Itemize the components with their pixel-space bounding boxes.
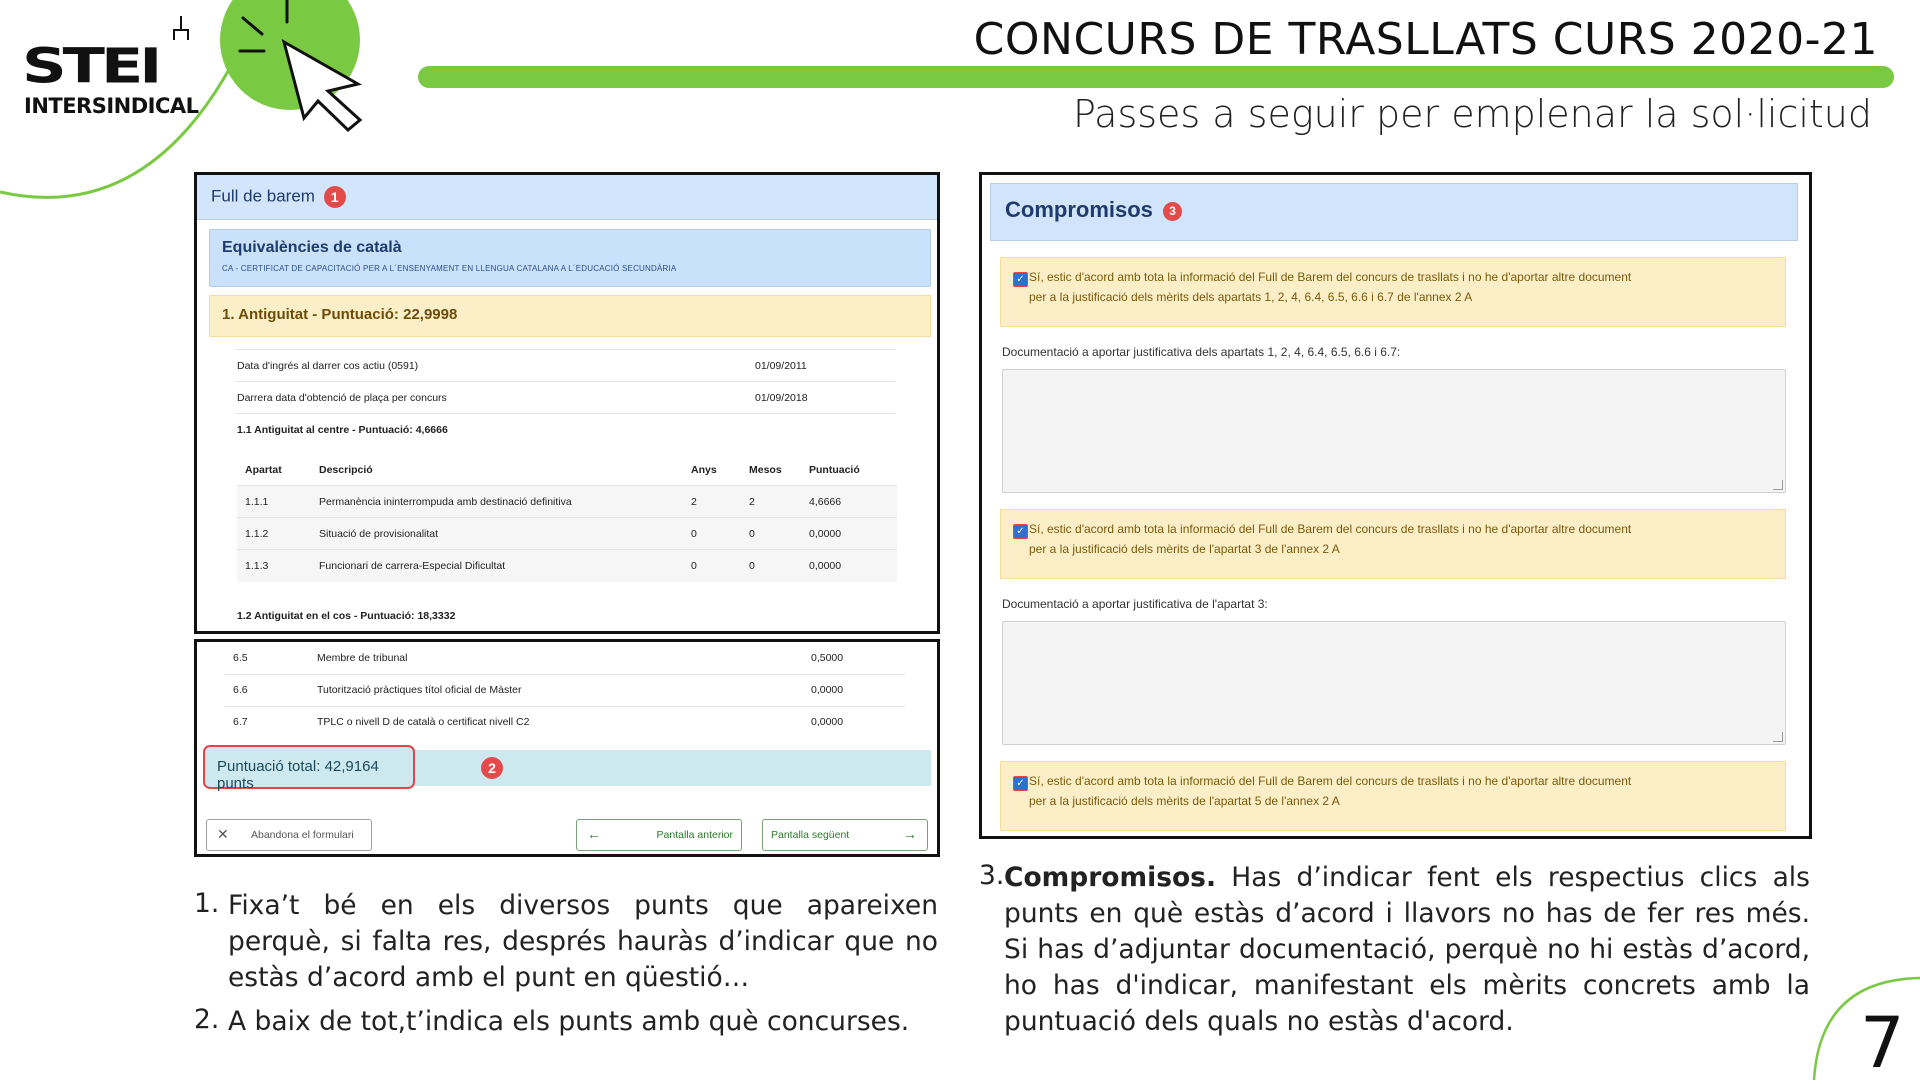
col-header: Apartat: [245, 464, 282, 476]
table-cell: 1.1.1: [245, 496, 269, 508]
col-header: Puntuació: [809, 464, 860, 476]
table-cell: Permanència ininterrompuda amb destinació definitiva: [319, 496, 572, 508]
row-label: Darrera data d'obtenció de plaça per concurs: [237, 392, 447, 404]
agreement-checkbox-row[interactable]: [1000, 509, 1786, 579]
agreement-text: Sí, estic d'acord amb tota la informació del Full de Barem del concurs de trasllats i no he d'aportar altre document: [1029, 270, 1632, 284]
total-score: [203, 745, 415, 792]
divider: [235, 381, 895, 382]
table-cell: 0: [691, 528, 697, 540]
col-header: Anys: [691, 464, 717, 476]
agreement-text: Sí, estic d'acord amb tota la informació del Full de Barem del concurs de trasllats i no he d'aportar altre document: [1029, 774, 1632, 788]
page-number: 7: [1860, 1002, 1905, 1084]
divider: [225, 674, 905, 675]
panel-title: [211, 186, 346, 208]
col-header: Descripció: [319, 464, 373, 476]
table-cell: 0,0000: [811, 716, 844, 728]
panel-title-text: Full de barem: [211, 186, 315, 206]
list-number: 3.: [979, 860, 1005, 891]
table-cell: 1.1.2: [245, 528, 269, 540]
screenshot-full-de-barem: [194, 172, 940, 634]
table-cell: 0,0000: [811, 684, 844, 696]
table-cell: 0: [691, 560, 697, 572]
note-1: Fixa’t bé en els diversos punts que apareixen perquè, si falta res, després hauràs d’indicar que no estàs d’acord amb el punt en qüestió…: [228, 890, 938, 993]
step-badge: 1: [324, 186, 346, 208]
close-icon: ✕: [217, 826, 229, 842]
agreement-text: Sí, estic d'acord amb tota la informació del Full de Barem del concurs de trasllats i no he d'aportar altre document: [1029, 522, 1632, 536]
table-row: [237, 549, 897, 582]
col-header: Mesos: [749, 464, 782, 476]
total-score-text: Puntuació total: 42,9164 punts: [217, 758, 379, 792]
equivalencies-box: [209, 229, 931, 287]
table-cell: Funcionari de carrera-Especial Dificultat: [319, 560, 506, 572]
screenshot-compromisos: [979, 172, 1812, 839]
table-cell: 0,5000: [811, 652, 844, 664]
table-cell: Situació de provisionalitat: [319, 528, 439, 540]
table-cell: 0,0000: [809, 560, 842, 572]
antiguitat-box: [209, 295, 931, 337]
document-label: Documentació a aportar justificativa dels apartats 1, 2, 4, 6.4, 6.5, 6.6 i 6.7:: [1002, 345, 1401, 359]
table-cell: 1.1.3: [245, 560, 269, 572]
panel-header: [197, 175, 937, 220]
documentation-textarea[interactable]: [1002, 369, 1786, 493]
table-cell: TPLC o nivell D de català o certificat nivell C2: [317, 716, 530, 728]
subsection-title: 1.2 Antiguitat en el cos - Puntuació: 18,3332: [237, 610, 456, 622]
divider: [235, 413, 895, 414]
equivalencies-title: Equivalències de català: [222, 239, 402, 256]
next-label: Pantalla següent: [771, 829, 850, 841]
panel-header: [990, 183, 1798, 241]
page-title: CONCURS DE TRASLLATS CURS 2020-21: [973, 14, 1878, 65]
table-header: [237, 455, 897, 485]
resize-grip-icon[interactable]: [1773, 732, 1783, 742]
note-2: A baix de tot,t’indica els punts amb què concurses.: [228, 1006, 910, 1037]
row-value: 01/09/2018: [755, 392, 808, 404]
table-cell: 2: [691, 496, 697, 508]
agreement-checkbox[interactable]: ✓: [1013, 272, 1028, 287]
antiguitat-title: 1. Antiguitat - Puntuació: 22,9998: [222, 306, 458, 323]
step-badge: 3: [1163, 202, 1182, 221]
previous-screen-button[interactable]: [576, 819, 742, 851]
row-label: Data d'ingrés al darrer cos actiu (0591): [237, 360, 419, 372]
agreement-checkbox[interactable]: ✓: [1013, 776, 1028, 791]
table-cell: 0: [749, 560, 755, 572]
table-cell: 6.5: [233, 652, 248, 664]
agreement-checkbox-row[interactable]: [1000, 257, 1786, 327]
logo: STEI: [22, 37, 159, 95]
title-underline-bar: [418, 66, 1894, 88]
agreement-checkbox-row[interactable]: [1000, 761, 1786, 831]
list-number: 2.: [194, 1004, 220, 1035]
equivalencies-subtitle: CA - CERTIFICAT DE CAPACITACIÓ PER A L´ENSENYAMENT EN LLENGUA CATALANA A L´EDUCACIÓ SECUNDÀRIA: [222, 264, 677, 273]
table-row: [237, 485, 897, 518]
agreement-checkbox[interactable]: ✓: [1013, 524, 1028, 539]
agreement-text: per a la justificació dels mèrits dels apartats 1, 2, 4, 6.4, 6.5, 6.6 i 6.7 de l'annex 2 A: [1029, 290, 1473, 304]
step-badge: 2: [481, 757, 503, 779]
agreement-text: per a la justificació dels mèrits de l'apartat 3 de l'annex 2 A: [1029, 542, 1340, 556]
table-cell: 6.7: [233, 716, 248, 728]
next-screen-button[interactable]: [762, 819, 928, 851]
table-cell: 0: [749, 528, 755, 540]
resize-grip-icon[interactable]: [1773, 480, 1783, 490]
abandon-label: Abandona el formulari: [251, 829, 354, 841]
table-cell: 0,0000: [809, 528, 842, 540]
note-3: [1004, 860, 1810, 1040]
divider: [235, 349, 895, 350]
subsection-title: 1.1 Antiguitat al centre - Puntuació: 4,6666: [237, 424, 448, 436]
previous-label: Pantalla anterior: [656, 829, 733, 841]
agreement-text: per a la justificació dels mèrits de l'apartat 5 de l'annex 2 A: [1029, 794, 1340, 808]
table-cell: 4,6666: [809, 496, 842, 508]
table-row: [237, 517, 897, 550]
row-value: 01/09/2011: [755, 360, 807, 372]
note-3-text: Has d’indicar fent els respectius clics als punts en què estàs d’acord i llavors no has de fer res més. Si has d’adjuntar documentació, perquè no hi estàs d’acord, ho has d'indicar, manifestant els mèrits concrets amb la puntuació dels quals no estàs d'acord.: [1004, 862, 1810, 1037]
table-cell: 6.6: [233, 684, 248, 696]
screenshot-puntuacio-total: [194, 639, 940, 857]
list-number: 1.: [194, 888, 220, 919]
document-label: Documentació a aportar justificativa de l'apartat 3:: [1002, 597, 1268, 611]
divider: [225, 706, 905, 707]
arrow-right-icon: →: [903, 826, 917, 842]
table-cell: Tutorització pràctiques títol oficial de Màster: [317, 684, 522, 696]
panel-title: [1005, 197, 1182, 223]
documentation-textarea[interactable]: [1002, 621, 1786, 745]
note-3-heading: Compromisos.: [1004, 862, 1217, 893]
table-cell: Membre de tribunal: [317, 652, 408, 664]
panel-title-text: Compromisos: [1005, 197, 1153, 222]
arrow-left-icon: ←: [587, 826, 601, 842]
logo-subtext: INTERSINDICAL: [24, 94, 199, 118]
table-cell: 2: [749, 496, 755, 508]
abandon-form-button[interactable]: [206, 819, 372, 851]
logo-mark-icon: [174, 16, 188, 40]
page-subtitle: Passes a seguir per emplenar la sol·licitud: [1072, 92, 1872, 136]
